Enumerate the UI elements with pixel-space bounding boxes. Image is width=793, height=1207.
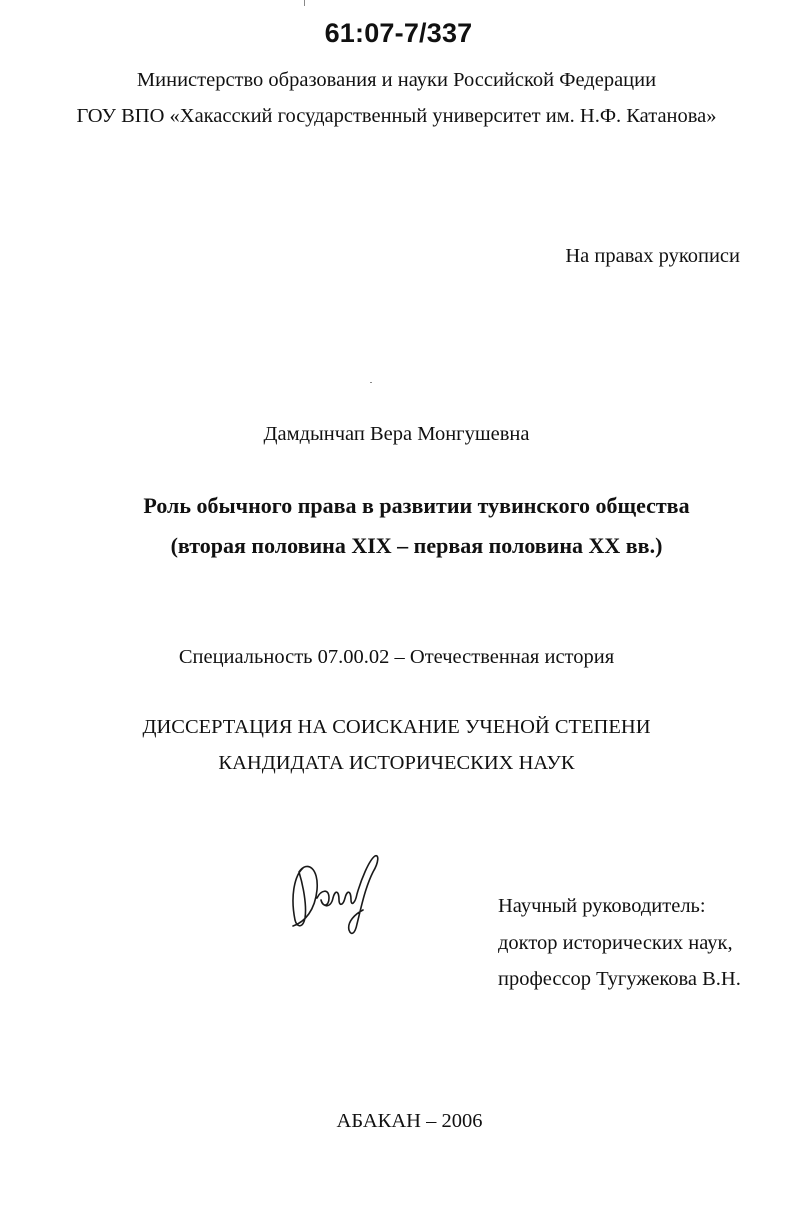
dissertation-title: Роль обычного права в развитии тувинского общества xyxy=(143,493,690,518)
ministry-name: Министерство образования и науки Российской Федерации xyxy=(136,69,657,91)
city-year: АБАКАН – 2006 xyxy=(336,1110,483,1132)
supervisor-name: профессор Тугужекова В.Н. xyxy=(498,968,741,990)
degree-line-2: КАНДИДАТА ИСТОРИЧЕСКИХ НАУК xyxy=(218,752,575,774)
scan-mark xyxy=(370,382,372,383)
specialty: Специальность 07.00.02 – Отечественная история xyxy=(178,646,615,668)
university-name: ГОУ ВПО «Хакасский государственный университет им. Н.Ф. Катанова» xyxy=(76,105,717,127)
degree-line-1: ДИССЕРТАЦИЯ НА СОИСКАНИЕ УЧЕНОЙ СТЕПЕНИ xyxy=(142,716,651,738)
catalog-number: 61:07-7/337 xyxy=(324,18,473,48)
supervisor-role: Научный руководитель: xyxy=(498,895,706,917)
supervisor-degree: доктор исторических наук, xyxy=(498,932,733,954)
author-name: Дамдынчап Вера Монгушевна xyxy=(263,423,530,445)
manuscript-note: На правах рукописи xyxy=(565,245,740,267)
scan-mark xyxy=(304,0,305,6)
signature xyxy=(285,850,385,940)
dissertation-subtitle: (вторая половина XIX – первая половина XX вв.) xyxy=(170,533,663,558)
